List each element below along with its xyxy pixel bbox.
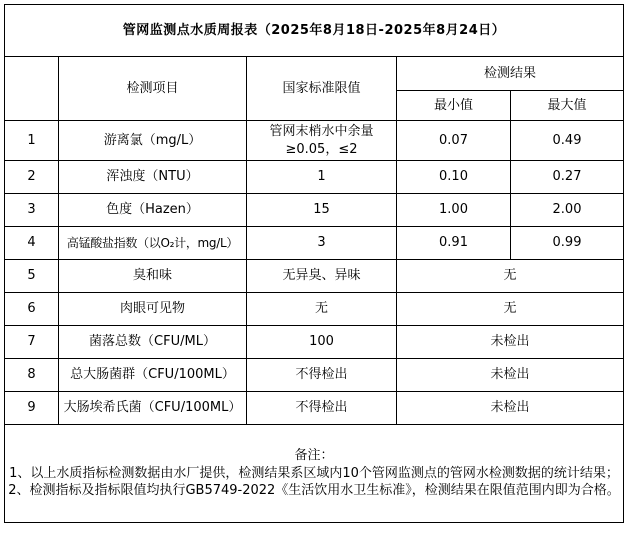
row-limit: 3 <box>247 227 397 260</box>
header-row-main <box>5 57 624 91</box>
header-limit: 国家标准限值 <box>247 57 397 121</box>
notes-line: 2、检测指标及指标限值均执行GB5749-2022《生活饮用水卫生标准》，检测结果在限值范围内即为合格。 <box>8 483 620 499</box>
row-index: 6 <box>5 293 59 326</box>
row-max: 2.00 <box>511 194 624 227</box>
row-max: 0.27 <box>511 161 624 194</box>
row-item: 高锰酸盐指数（以O₂计，mg/L） <box>59 227 247 260</box>
table-row <box>5 359 624 392</box>
notes-label: 备注： <box>294 448 334 464</box>
header-min: 最小值 <box>397 91 511 121</box>
row-result: 未检出 <box>397 359 624 392</box>
table-row <box>5 194 624 227</box>
notes-line: 1、以上水质指标检测数据由水厂提供，检测结果系区域内10个管网监测点的管网水检测数据的统计结果； <box>9 465 619 481</box>
row-max: 0.49 <box>511 121 624 161</box>
row-index: 5 <box>5 260 59 293</box>
page-title: 管网监测点水质周报表（2025年8月18日-2025年8月24日） <box>5 5 624 57</box>
row-index: 7 <box>5 326 59 359</box>
table-row <box>5 161 624 194</box>
row-index: 4 <box>5 227 59 260</box>
row-index: 9 <box>5 392 59 425</box>
header-max: 最大值 <box>511 91 624 121</box>
row-item: 大肠埃希氏菌（CFU/100ML） <box>59 392 247 425</box>
water-quality-table <box>4 4 624 523</box>
row-result: 无 <box>397 260 624 293</box>
row-result: 无 <box>397 293 624 326</box>
row-index: 2 <box>5 161 59 194</box>
row-limit: 无 <box>247 293 397 326</box>
row-index: 8 <box>5 359 59 392</box>
row-limit: 1 <box>247 161 397 194</box>
row-min: 1.00 <box>397 194 511 227</box>
header-item: 检测项目 <box>59 57 247 121</box>
header-result-group: 检测结果 <box>397 57 624 91</box>
row-result: 未检出 <box>397 392 624 425</box>
table-row <box>5 392 624 425</box>
row-limit: 100 <box>247 326 397 359</box>
row-limit: 15 <box>247 194 397 227</box>
row-max: 0.99 <box>511 227 624 260</box>
row-limit: 不得检出 <box>247 359 397 392</box>
row-item: 浑浊度（NTU） <box>59 161 247 194</box>
table-row <box>5 227 624 260</box>
row-result: 未检出 <box>397 326 624 359</box>
row-item: 肉眼可见物 <box>59 293 247 326</box>
table-row <box>5 293 624 326</box>
row-limit: 不得检出 <box>247 392 397 425</box>
notes <box>5 425 624 523</box>
row-index: 1 <box>5 121 59 161</box>
row-min: 0.10 <box>397 161 511 194</box>
row-min: 0.91 <box>397 227 511 260</box>
table-row <box>5 326 624 359</box>
row-min: 0.07 <box>397 121 511 161</box>
header-index <box>5 57 59 121</box>
row-limit: 管网末梢水中余量≥0.05，≤2 <box>247 121 397 161</box>
row-limit: 无异臭、异味 <box>247 260 397 293</box>
row-item: 色度（Hazen） <box>59 194 247 227</box>
row-item: 游离氯（mg/L） <box>59 121 247 161</box>
notes-row <box>5 425 624 523</box>
row-item: 总大肠菌群（CFU/100ML） <box>59 359 247 392</box>
row-item: 臭和味 <box>59 260 247 293</box>
table-row <box>5 121 624 161</box>
table-row <box>5 260 624 293</box>
title-row <box>5 5 624 57</box>
row-item: 菌落总数（CFU/ML） <box>59 326 247 359</box>
row-index: 3 <box>5 194 59 227</box>
